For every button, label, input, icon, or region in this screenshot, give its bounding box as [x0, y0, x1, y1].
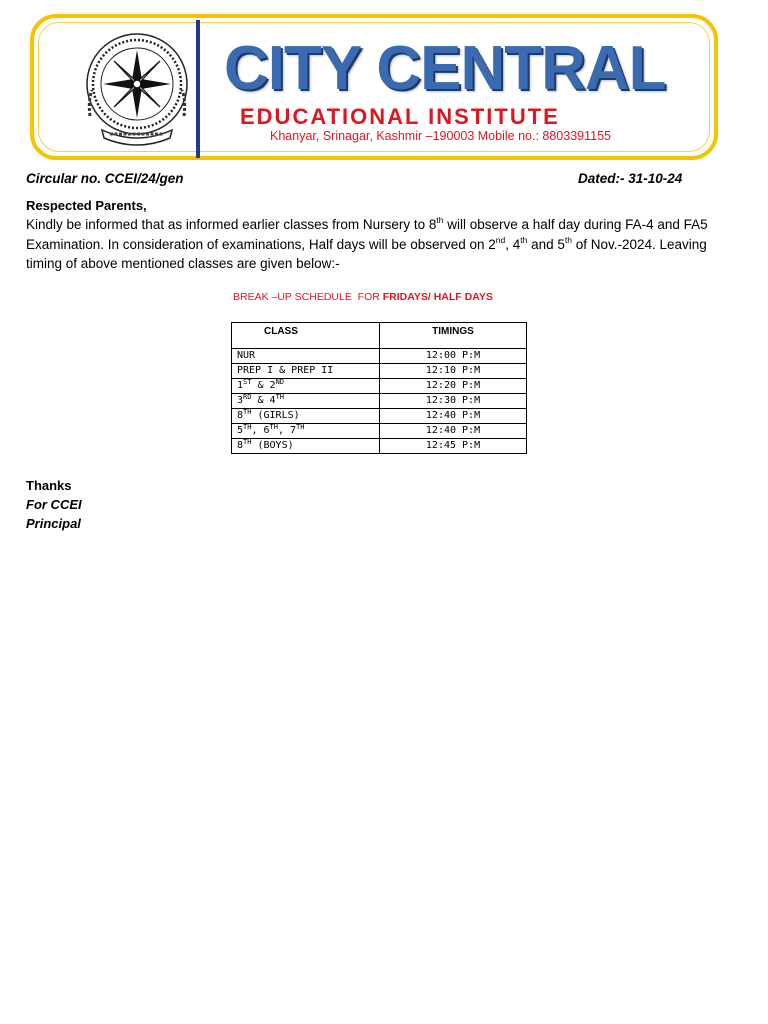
schedule-table	[231, 322, 527, 454]
table-row	[232, 394, 527, 409]
class-text: & 4	[251, 395, 276, 406]
table-row	[232, 439, 527, 454]
timing-cell: 12:20 P:M	[380, 379, 527, 394]
class-cell	[232, 439, 380, 454]
table-row	[232, 379, 527, 394]
closing-for: For CCEI	[26, 497, 82, 512]
class-cell: NUR	[232, 349, 380, 364]
body-sup-3: th	[520, 234, 528, 245]
class-text: (BOYS)	[251, 440, 294, 451]
class-text: 1	[237, 380, 244, 391]
class-ordinal-suffix: TH	[243, 438, 252, 446]
body-paragraph	[26, 215, 738, 274]
table-header-row	[232, 323, 527, 349]
class-text: 8	[237, 440, 244, 451]
timing-cell: 12:30 P:M	[380, 394, 527, 409]
table-row	[232, 364, 527, 379]
class-ordinal-suffix: RD	[243, 393, 252, 401]
schedule-table-body	[232, 349, 527, 454]
class-text: 8	[237, 410, 244, 421]
timing-cell: 12:00 P:M	[380, 349, 527, 364]
schedule-title	[233, 291, 493, 303]
body-text-2: will observe a half day during FA-4 and FA5 Examination. In consideration of examinations, Half days will be observed on 2	[26, 217, 708, 252]
timing-cell: 12:40 P:M	[380, 424, 527, 439]
salutation: Respected Parents,	[26, 198, 147, 213]
institute-name: CITY CENTRAL	[224, 34, 666, 103]
class-ordinal-suffix: TH	[269, 423, 278, 431]
closing-thanks: Thanks	[26, 478, 72, 493]
letterhead	[30, 14, 718, 160]
body-text-3: , 4	[505, 236, 521, 252]
header-timings: TIMINGS	[380, 323, 527, 349]
school-emblem-icon	[76, 30, 198, 148]
class-ordinal-suffix: TH	[243, 423, 252, 431]
class-text: & 2	[251, 380, 276, 391]
body-sup-1: th	[436, 215, 444, 225]
class-cell	[232, 409, 380, 424]
class-ordinal-suffix: ST	[243, 378, 252, 386]
class-text: 3	[237, 395, 244, 406]
timing-cell: 12:40 P:M	[380, 409, 527, 424]
class-text: , 6	[251, 425, 270, 436]
class-ordinal-suffix: TH	[243, 408, 252, 416]
body-text-4: and 5	[527, 236, 565, 252]
timing-cell: 12:45 P:M	[380, 439, 527, 454]
class-cell: PREP I & PREP II	[232, 364, 380, 379]
body-text-1: Kindly be informed that as informed earlier classes from Nursery to 8	[26, 217, 437, 232]
schedule-title-bold: FRIDAYS/ HALF DAYS	[382, 291, 493, 303]
class-ordinal-suffix: ND	[275, 378, 284, 386]
timing-cell: 12:10 P:M	[380, 364, 527, 379]
class-cell	[232, 394, 380, 409]
schedule-title-prefix: BREAK –UP SCHEDULE FOR	[233, 291, 383, 303]
circular-date: Dated:- 31-10-24	[578, 171, 683, 186]
letterhead-divider	[196, 20, 200, 158]
circular-number: Circular no. CCEI/24/gen	[26, 171, 184, 186]
body-text-5: of Nov.-2024. Leaving timing of above mentioned classes are given below:-	[26, 236, 707, 271]
institute-subtitle: EDUCATIONAL INSTITUTE	[240, 104, 560, 129]
class-text: (GIRLS)	[251, 410, 300, 421]
table-row	[232, 424, 527, 439]
table-row	[232, 349, 527, 364]
class-text: , 7	[277, 425, 297, 436]
class-ordinal-suffix: TH	[296, 423, 305, 431]
body-sup-4: th	[564, 234, 572, 245]
institute-address: Khanyar, Srinagar, Kashmir –190003 Mobile no.: 8803391155	[270, 129, 611, 143]
body-sup-2: nd	[495, 234, 506, 245]
table-row	[232, 409, 527, 424]
class-cell	[232, 424, 380, 439]
class-cell	[232, 379, 380, 394]
header-class: CLASS	[232, 323, 380, 349]
class-text: 5	[237, 425, 244, 436]
closing-signatory: Principal	[26, 516, 81, 531]
class-ordinal-suffix: TH	[275, 393, 284, 401]
